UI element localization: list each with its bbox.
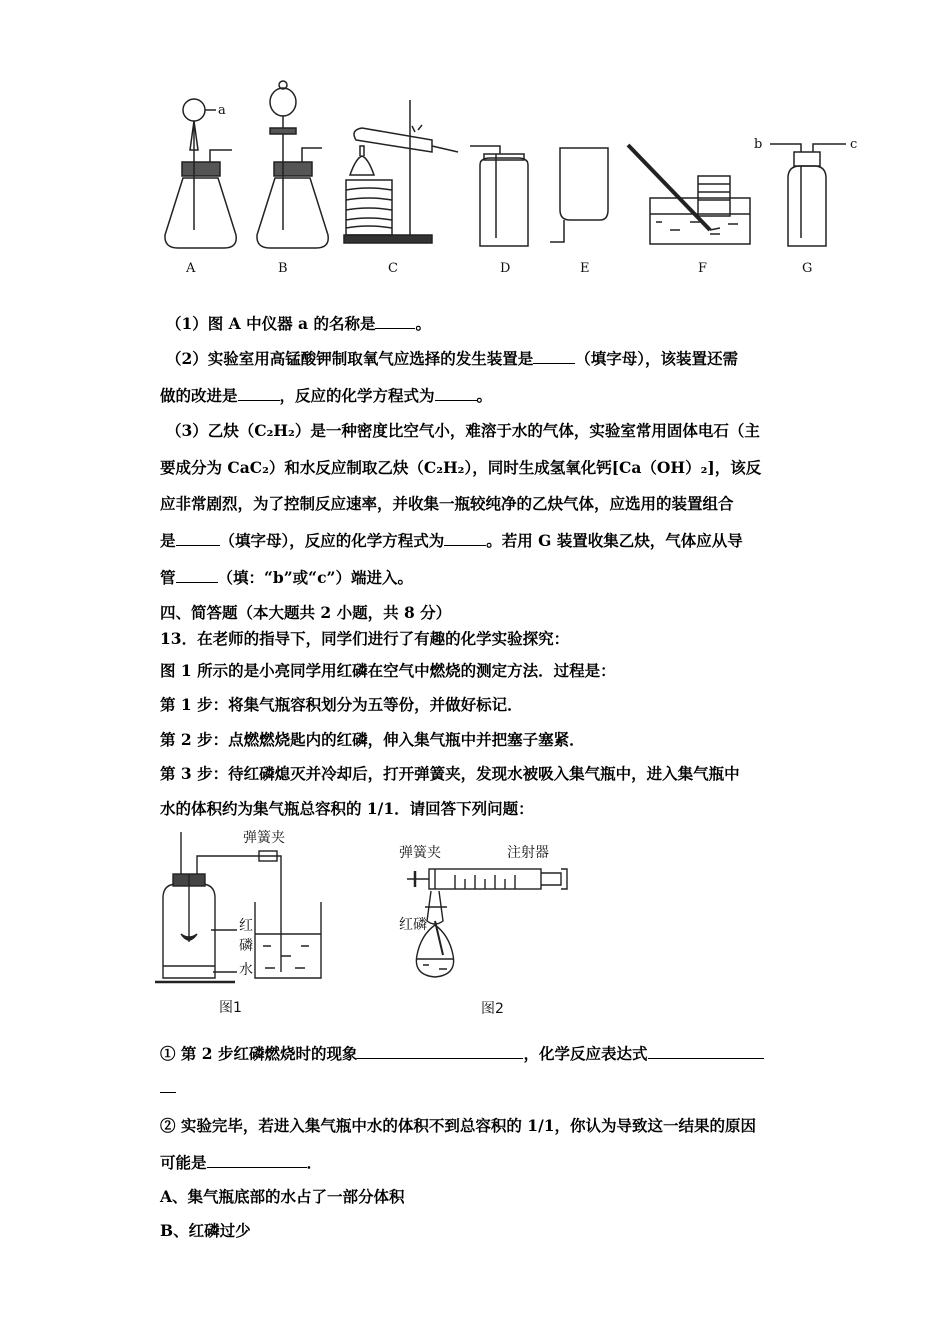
apparatus-label-b: B: [278, 261, 288, 276]
answer-blank[interactable]: [238, 386, 280, 401]
apparatus-a-flask: [165, 99, 236, 248]
apparatus-label-f: F: [698, 261, 708, 276]
question-3-line5: 管 （填：“b”或“c”）端进入。: [160, 568, 413, 587]
figure-2: [395, 835, 595, 1025]
apparatus-label-c: C: [388, 261, 398, 276]
step-1: 第 1 步：将集气瓶容积划分为五等份，并做好标记．: [160, 695, 523, 714]
marker-c-label: c: [850, 137, 858, 152]
experiment-intro: 图 1 所示的是小亮同学用红磷在空气中燃烧的测定方法．过程是：: [160, 661, 616, 680]
answer-blank[interactable]: [648, 1044, 764, 1059]
apparatus-label-e: E: [580, 261, 590, 276]
apparatus-c-heating: [344, 100, 458, 243]
apparatus-e-bottle: [550, 148, 608, 242]
question-2-line1: （2）实验室用高锰酸钾制取氧气应选择的发生装置是 （填字母），该装置还需: [166, 349, 739, 368]
answer-blank[interactable]: [444, 531, 486, 546]
fig2-clamp-label: 弹簧夹: [399, 845, 441, 861]
marker-b-label: b: [754, 137, 763, 152]
apparatus-label-g: G: [802, 261, 813, 276]
answer-blank[interactable]: [375, 314, 415, 329]
question-3-line4: 是 （填字母），反应的化学方程式为 。若用 G 装置收集乙炔，气体应从导: [160, 531, 743, 550]
answer-blank[interactable]: [435, 386, 477, 401]
question-3-line1: （3）乙炔（C₂H₂）是一种密度比空气小，难溶于水的气体，实验室常用固体电石（主: [166, 421, 760, 440]
section-4-heading: 四、简答题（本大题共 2 小题，共 8 分）: [160, 603, 452, 622]
answer-blank[interactable]: [357, 1044, 523, 1059]
apparatus-g-bottle: [770, 144, 846, 246]
sub-question-2-line1: ② 实验完毕，若进入集气瓶中水的体积不到总容积的 1/1，你认为导致这一结果的原因: [160, 1116, 757, 1135]
sub-question-1: ① 第 2 步红磷燃烧时的现象 ，化学反应表达式: [160, 1042, 800, 1064]
question-3-line2: 要成分为 CaC₂）和水反应制取乙炔（C₂H₂），同时生成氢氧化钙[Ca（OH）₂]，该反: [160, 458, 762, 477]
figure-1-caption: 图1: [219, 1000, 242, 1016]
answer-blank[interactable]: [533, 349, 575, 364]
apparatus-label-d: D: [500, 261, 511, 276]
option-b: B、红磷过少: [160, 1221, 251, 1240]
apparatus-d-bottle: [470, 146, 528, 246]
question-1: （1）图 A 中仪器 a 的名称是 。: [166, 314, 431, 333]
fig1-phosphorus-label-1: 红: [239, 918, 253, 934]
marker-a-label: a: [218, 103, 226, 118]
step-3-line2: 水的体积约为集气瓶总容积的 1/1．请回答下列问题：: [160, 799, 534, 818]
sub-question-1-continuation: [160, 1078, 800, 1097]
step-2: 第 2 步：点燃燃烧匙内的红磷，伸入集气瓶中并把塞子塞紧．: [160, 730, 585, 749]
sub-question-2-line2: 可能是 ．: [160, 1153, 323, 1172]
fig2-syringe-label: 注射器: [507, 845, 549, 861]
answer-blank[interactable]: [176, 568, 218, 583]
apparatus-figure: [150, 70, 870, 285]
figure-2-caption: 图2: [481, 1001, 504, 1017]
answer-blank[interactable]: [176, 531, 220, 546]
question-2-line2: 做的改进是 ，反应的化学方程式为 。: [160, 386, 493, 405]
question-13: 13．在老师的指导下，同学们进行了有趣的化学实验探究：: [160, 629, 570, 648]
step-3-line1: 第 3 步：待红磷熄灭并冷却后，打开弹簧夹，发现水被吸入集气瓶中，进入集气瓶中: [160, 764, 740, 783]
answer-blank[interactable]: [207, 1153, 307, 1168]
question-1-text: （1）图 A 中仪器 a 的名称是: [166, 314, 376, 333]
figure-1: [155, 822, 345, 1022]
option-a: A、集气瓶底部的水占了一部分体积: [160, 1187, 405, 1206]
fig1-clamp-label: 弹簧夹: [243, 830, 285, 846]
apparatus-label-a: A: [186, 261, 196, 276]
answer-blank[interactable]: [160, 1078, 176, 1093]
fig1-phosphorus-label-2: 磷: [239, 938, 253, 954]
fig1-water-label: 水: [239, 962, 253, 978]
apparatus-f-trough: [628, 145, 750, 244]
fig2-phosphorus-label: 红磷: [399, 917, 427, 933]
apparatus-b-flask: [257, 81, 328, 248]
question-3-line3: 应非常剧烈，为了控制反应速率，并收集一瓶较纯净的乙炔气体，应选用的装置组合: [160, 494, 734, 513]
